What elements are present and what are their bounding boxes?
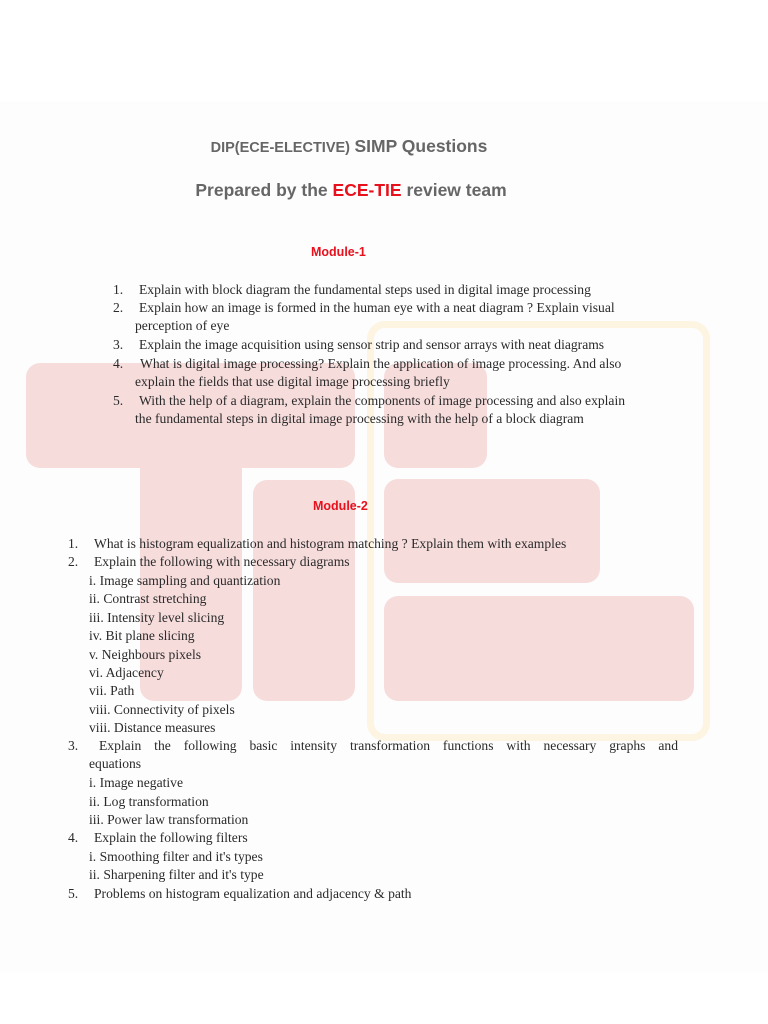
question-number: 4.: [113, 356, 124, 371]
sub-item: iii. Intensity level slicing: [89, 610, 225, 625]
sub-item: vii. Path: [89, 683, 135, 698]
title-prefix: DIP(ECE-ELECTIVE): [210, 140, 350, 156]
sub-item: ii. Log transformation: [89, 794, 209, 809]
sub-item: iii. Power law transformation: [89, 812, 249, 827]
sub-item: v. Neighbours pixels: [89, 647, 202, 662]
question-text: Problems on histogram equalization and adjacency & path: [94, 886, 412, 901]
sub-item: vi. Adjacency: [89, 665, 164, 680]
question-number: 1.: [68, 536, 79, 551]
subtitle-accent: ECE-TIE: [332, 180, 402, 200]
question-text-continued: equations: [89, 756, 142, 772]
question-text-continued: explain the fields that use digital image processing briefly: [135, 374, 450, 390]
sub-item: ii. Sharpening filter and it's type: [89, 867, 264, 882]
question-number: 3.: [113, 337, 124, 352]
question-text: Explain the following basic intensity transformation functions with necessary graphs and: [99, 738, 678, 753]
question-text: Explain how an image is formed in the human eye with a neat diagram ? Explain visual: [139, 300, 615, 315]
question-text: With the help of a diagram, explain the components of image processing and also explain: [139, 393, 626, 408]
question-text: Explain the following with necessary diagrams: [94, 554, 350, 569]
question-number: 3.: [68, 738, 79, 753]
document-title: [0, 136, 698, 157]
subtitle-before: Prepared by the: [195, 180, 328, 200]
sub-item: viii. Connectivity of pixels: [89, 702, 235, 717]
question-text: What is histogram equalization and histogram matching ? Explain them with examples: [94, 536, 567, 551]
question-text: Explain the image acquisition using sensor strip and sensor arrays with neat diagrams: [139, 337, 605, 352]
question-number: 4.: [68, 830, 79, 845]
module1-heading: Module-1: [311, 245, 366, 259]
sub-item: i. Image negative: [89, 775, 183, 790]
question-text: What is digital image processing? Explain the application of image processing. And also: [140, 356, 622, 371]
question-number: 2.: [68, 554, 79, 569]
question-number: 1.: [113, 282, 124, 297]
sub-item: viii. Distance measures: [89, 720, 216, 735]
title-main: SIMP Questions: [354, 136, 488, 156]
sub-item: iv. Bit plane slicing: [89, 628, 195, 643]
question-number: 5.: [113, 393, 124, 408]
question-text: Explain with block diagram the fundamental steps used in digital image processing: [139, 282, 591, 297]
question-number: 2.: [113, 300, 124, 315]
sub-item: i. Smoothing filter and it's types: [89, 849, 263, 864]
question-number: 5.: [68, 886, 79, 901]
question-text: Explain the following filters: [94, 830, 248, 845]
question-text-continued: perception of eye: [135, 318, 230, 334]
sub-item: i. Image sampling and quantization: [89, 573, 281, 588]
subtitle-after: review team: [406, 180, 507, 200]
question-text-continued: the fundamental steps in digital image processing with the help of a block diagram: [135, 411, 584, 427]
module2-heading: Module-2: [313, 499, 368, 513]
sub-item: ii. Contrast stretching: [89, 591, 207, 606]
document-subtitle: [0, 180, 702, 201]
